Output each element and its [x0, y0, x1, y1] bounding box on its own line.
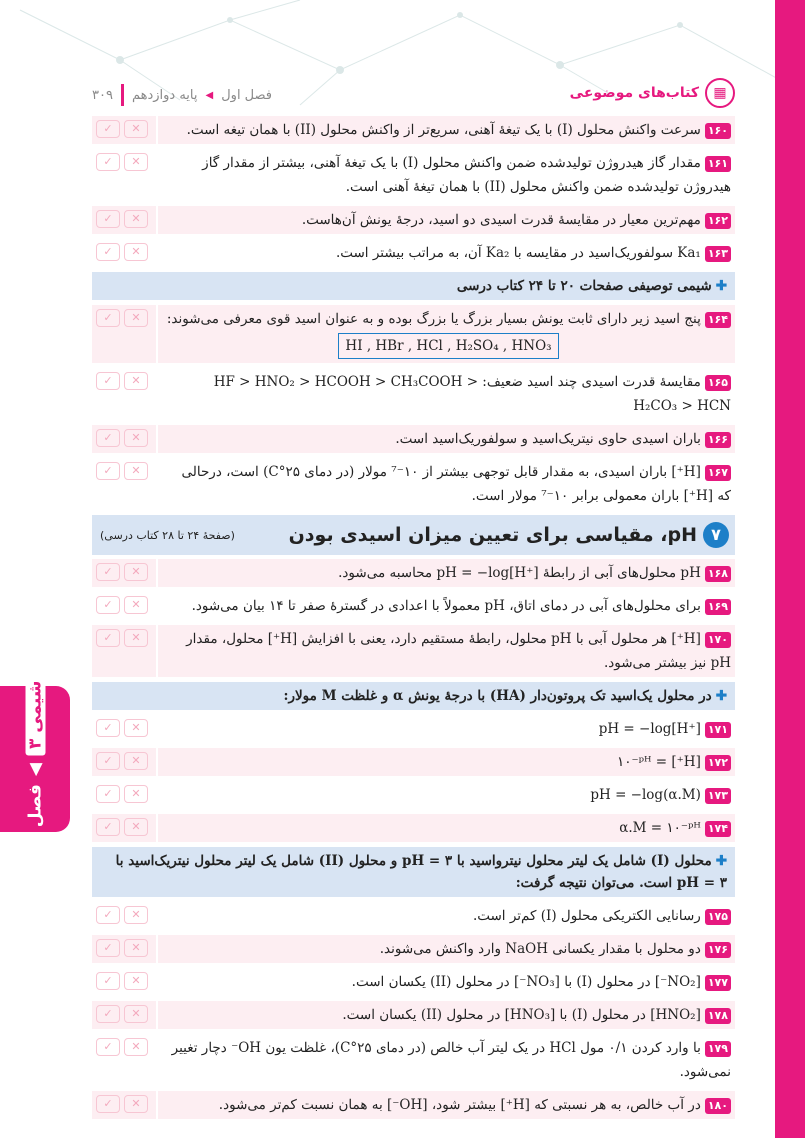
arrow-left-icon: ◀	[205, 89, 214, 101]
statement-text	[156, 116, 735, 144]
statement-body: Ka₁ سولفوریک‌اسید در مقایسه با Ka₂ آن، به مراتب بیشتر است.	[335, 245, 701, 261]
statement-text	[156, 1001, 735, 1029]
true-checkbox[interactable]: ✓	[96, 210, 120, 228]
statement-body: رسانایی الکتریکی محلول (I) کم‌تر است.	[472, 908, 701, 924]
answer-boxes	[92, 425, 156, 453]
answer-boxes	[92, 592, 156, 620]
statement-row	[92, 935, 735, 963]
true-checkbox[interactable]: ✓	[96, 906, 120, 924]
book-label: شیمی ۳	[25, 674, 45, 755]
statement-row	[92, 458, 735, 510]
answer-boxes	[92, 1091, 156, 1119]
false-checkbox[interactable]: ✕	[124, 563, 148, 581]
answer-boxes	[92, 305, 156, 363]
answer-boxes	[92, 559, 156, 587]
false-checkbox[interactable]: ✕	[124, 372, 148, 390]
statement-text	[156, 1034, 735, 1086]
statement-text	[156, 625, 735, 677]
statement-number: ۱۶۷	[705, 465, 731, 481]
false-checkbox[interactable]: ✕	[124, 939, 148, 957]
chapter-label: فصل ۱	[25, 784, 46, 844]
statement-text	[156, 592, 735, 620]
grade-label: پایه دوازدهم	[131, 87, 198, 103]
subsection-heading	[92, 682, 735, 710]
statement-number: ۱۷۸	[705, 1008, 731, 1024]
false-checkbox[interactable]: ✕	[124, 210, 148, 228]
false-checkbox[interactable]: ✕	[124, 1095, 148, 1113]
brand-logo-icon: ▦	[705, 78, 735, 108]
false-checkbox[interactable]: ✕	[124, 153, 148, 171]
plus-icon: ✚	[715, 688, 727, 704]
statement-text	[156, 935, 735, 963]
statement-row	[92, 425, 735, 453]
divider	[121, 84, 124, 106]
statement-row	[92, 781, 735, 809]
answer-boxes	[92, 149, 156, 201]
false-checkbox[interactable]: ✕	[124, 752, 148, 770]
true-checkbox[interactable]: ✓	[96, 939, 120, 957]
statement-body: سرعت واکنش محلول (I) با یک تیغهٔ آهنی، سریع‌تر از واکنش محلول (II) با همان تیغه است.	[186, 122, 701, 138]
false-checkbox[interactable]: ✕	[124, 906, 148, 924]
section-number: ۷	[703, 522, 729, 548]
answer-boxes	[92, 1001, 156, 1029]
subsection-text: در محلول یک‌اسید تک پروتون‌دار (HA) با درجهٔ یونش α و غلظت M مولار:	[283, 688, 712, 704]
false-checkbox[interactable]: ✕	[124, 629, 148, 647]
statement-number: ۱۶۵	[705, 375, 731, 391]
statement-row	[92, 206, 735, 234]
true-checkbox[interactable]: ✓	[96, 372, 120, 390]
true-checkbox[interactable]: ✓	[96, 719, 120, 737]
subsection-heading	[92, 847, 735, 897]
true-checkbox[interactable]: ✓	[96, 309, 120, 327]
statement-text	[156, 425, 735, 453]
true-checkbox[interactable]: ✓	[96, 1038, 120, 1056]
true-checkbox[interactable]: ✓	[96, 153, 120, 171]
false-checkbox[interactable]: ✕	[124, 818, 148, 836]
answer-boxes	[92, 1034, 156, 1086]
true-checkbox[interactable]: ✓	[96, 629, 120, 647]
statement-number: ۱۷۱	[705, 722, 731, 738]
statement-list	[92, 116, 735, 1124]
statement-number: ۱۷۲	[705, 755, 731, 771]
true-checkbox[interactable]: ✓	[96, 818, 120, 836]
statement-text	[156, 814, 735, 842]
answer-boxes	[92, 748, 156, 776]
statement-number: ۱۶۱	[705, 156, 731, 172]
true-checkbox[interactable]: ✓	[96, 785, 120, 803]
statement-body: مقدار گاز هیدروژن تولیدشده ضمن واکنش محلول (I) با یک تیغهٔ آهنی، بیشتر از مقدار گاز هیدروژن تولیدشده ضمن واکنش محلول (II) با همان تیغهٔ آهنی است.	[202, 155, 731, 195]
statement-text	[156, 715, 735, 743]
statement-body: پنج اسید زیر دارای ثابت یونش بسیار بزرگ یا بزرگ بوده و به عنوان اسید قوی معرفی می‌شوند:	[166, 311, 701, 327]
answer-boxes	[92, 715, 156, 743]
statement-row	[92, 1001, 735, 1029]
statement-body: pH = −log[H⁺]	[598, 721, 701, 737]
false-checkbox[interactable]: ✕	[124, 719, 148, 737]
statement-body: [H⁺] = ۱۰⁻ᵖᴴ	[617, 754, 701, 770]
brand-name: کتاب‌های موضوعی	[569, 85, 699, 101]
chapter-side-tab	[0, 680, 70, 844]
statement-body: باران اسیدی حاوی نیتریک‌اسید و سولفوریک‌اسید است.	[395, 431, 701, 447]
true-checkbox[interactable]: ✓	[96, 563, 120, 581]
subsection-heading	[92, 272, 735, 300]
false-checkbox[interactable]: ✕	[124, 243, 148, 261]
statement-text	[156, 781, 735, 809]
breadcrumb	[92, 84, 272, 106]
false-checkbox[interactable]: ✕	[124, 1005, 148, 1023]
right-color-bar	[775, 0, 805, 1138]
statement-row	[92, 748, 735, 776]
true-checkbox[interactable]: ✓	[96, 1095, 120, 1113]
answer-boxes	[92, 239, 156, 267]
statement-number: ۱۷۳	[705, 788, 731, 804]
section-reference: (صفحهٔ ۲۴ تا ۲۸ کتاب درسی)	[100, 528, 235, 542]
statement-body: در آب خالص، به هر نسبتی که [H⁺] بیشتر شود، [OH⁻] به همان نسبت کم‌تر می‌شود.	[218, 1097, 701, 1113]
statement-number: ۱۷۰	[705, 632, 731, 648]
statement-text	[156, 968, 735, 996]
statement-body: [H⁺] باران اسیدی، به مقدار قابل توجهی بیشتر از ۱۰⁻⁷ مولار (در دمای ۲۵°C) است، درحالی که [H⁺] باران معمولی برابر ۱۰⁻⁷ مولار است.	[181, 464, 731, 504]
statement-number: ۱۶۲	[705, 213, 731, 229]
true-checkbox[interactable]: ✓	[96, 429, 120, 447]
statement-body: [HNO₂] در محلول (I) با [HNO₃] در محلول (II) یکسان است.	[342, 1007, 701, 1023]
statement-row	[92, 368, 735, 420]
statement-number: ۱۶۸	[705, 566, 731, 582]
statement-row	[92, 1034, 735, 1086]
false-checkbox[interactable]: ✕	[124, 1038, 148, 1056]
statement-row	[92, 116, 735, 144]
false-checkbox[interactable]: ✕	[124, 309, 148, 327]
statement-row	[92, 814, 735, 842]
answer-boxes	[92, 814, 156, 842]
answer-boxes	[92, 458, 156, 510]
statement-body: pH = −log(α.M)	[590, 787, 701, 803]
brand	[570, 78, 735, 108]
page-header	[92, 78, 735, 106]
statement-number: ۱۸۰	[705, 1098, 731, 1114]
subsection-text: شیمی توصیفی صفحات ۲۰ تا ۲۴ کتاب درسی	[456, 278, 712, 294]
statement-row	[92, 239, 735, 267]
statement-text	[156, 748, 735, 776]
statement-row	[92, 1091, 735, 1119]
false-checkbox[interactable]: ✕	[124, 785, 148, 803]
statement-body: برای محلول‌های آبی در دمای اتاق، pH معمولاً با اعدادی در گسترهٔ صفر تا ۱۴ بیان می‌شود.	[191, 598, 701, 614]
false-checkbox[interactable]: ✕	[124, 596, 148, 614]
statement-body: دو محلول با مقدار یکسانی NaOH وارد واکنش می‌شوند.	[379, 941, 701, 957]
statement-number: ۱۶۶	[705, 432, 731, 448]
statement-row	[92, 305, 735, 363]
false-checkbox[interactable]: ✕	[124, 429, 148, 447]
statement-number: ۱۶۴	[705, 312, 731, 328]
section-title: pH، مقیاسی برای تعیین میزان اسیدی بودن	[288, 524, 697, 546]
answer-boxes	[92, 968, 156, 996]
statement-row	[92, 968, 735, 996]
false-checkbox[interactable]: ✕	[124, 972, 148, 990]
true-checkbox[interactable]: ✓	[96, 120, 120, 138]
statement-body: مقایسهٔ قدرت اسیدی چند اسید ضعیف: HF > HNO₂ > HCOOH > CH₃COOH > H₂CO₃ > HCN	[213, 374, 731, 414]
statement-text	[156, 458, 735, 510]
statement-text	[156, 149, 735, 201]
false-checkbox[interactable]: ✕	[124, 120, 148, 138]
statement-number: ۱۶۹	[705, 599, 731, 615]
subsection-text: محلول (I) شامل یک لیتر محلول نیترواسید با pH = ۳ و محلول (II) شامل یک لیتر محلول نیتریک‌اسید با pH = ۳ است. می‌توان نتیجه گرفت:	[115, 853, 727, 891]
statement-text	[156, 206, 735, 234]
statement-number: ۱۷۹	[705, 1041, 731, 1057]
statement-text	[156, 559, 735, 587]
statement-text	[156, 902, 735, 930]
statement-text	[156, 368, 735, 420]
statement-number: ۱۶۳	[705, 246, 731, 262]
true-checkbox[interactable]: ✓	[96, 243, 120, 261]
formula-box: HI , HBr , HCl , H₂SO₄ , HNO₃	[338, 333, 558, 359]
statement-number: ۱۷۴	[705, 821, 731, 837]
page-number: ۳۰۹	[92, 87, 113, 103]
statement-row	[92, 902, 735, 930]
arrow-icon: ◀	[25, 763, 46, 777]
statement-text	[156, 305, 735, 363]
statement-body: مهم‌ترین معیار در مقایسهٔ قدرت اسیدی دو اسید، درجهٔ یونش آن‌هاست.	[301, 212, 701, 228]
statement-body: با وارد کردن ۰/۱ مول HCl در یک لیتر آب خالص (در دمای ۲۵°C)، غلظت یون OH⁻ دچار تغییر نمی‌شود.	[171, 1040, 731, 1080]
answer-boxes	[92, 902, 156, 930]
statement-number: ۱۶۰	[705, 123, 731, 139]
true-checkbox[interactable]: ✓	[96, 1005, 120, 1023]
statement-body: pH محلول‌های آبی از رابطهٔ pH = −log[H⁺] محاسبه می‌شود.	[338, 565, 701, 581]
true-checkbox[interactable]: ✓	[96, 752, 120, 770]
statement-body: α.M = ۱۰⁻ᵖᴴ	[619, 820, 701, 836]
statement-row	[92, 715, 735, 743]
true-checkbox[interactable]: ✓	[96, 972, 120, 990]
section-heading	[92, 515, 735, 555]
answer-boxes	[92, 625, 156, 677]
statement-number: ۱۷۶	[705, 942, 731, 958]
answer-boxes	[92, 935, 156, 963]
statement-row	[92, 625, 735, 677]
plus-icon: ✚	[715, 278, 727, 294]
false-checkbox[interactable]: ✕	[124, 462, 148, 480]
statement-row	[92, 559, 735, 587]
statement-number: ۱۷۵	[705, 909, 731, 925]
answer-boxes	[92, 116, 156, 144]
answer-boxes	[92, 368, 156, 420]
true-checkbox[interactable]: ✓	[96, 462, 120, 480]
statement-row	[92, 592, 735, 620]
true-checkbox[interactable]: ✓	[96, 596, 120, 614]
statement-body: [H⁺] هر محلول آبی با pH محلول، رابطهٔ مستقیم دارد، یعنی با افزایش [H⁺] محلول، مقدار pH نیز بیشتر می‌شود.	[186, 631, 731, 671]
answer-boxes	[92, 206, 156, 234]
answer-boxes	[92, 781, 156, 809]
statement-text	[156, 1091, 735, 1119]
chapter-label: فصل اول	[221, 87, 273, 103]
statement-body: [NO₂⁻] در محلول (I) با [NO₃⁻] در محلول (II) یکسان است.	[351, 974, 701, 990]
statement-text	[156, 239, 735, 267]
statement-row	[92, 149, 735, 201]
statement-number: ۱۷۷	[705, 975, 731, 991]
plus-icon: ✚	[715, 853, 727, 869]
